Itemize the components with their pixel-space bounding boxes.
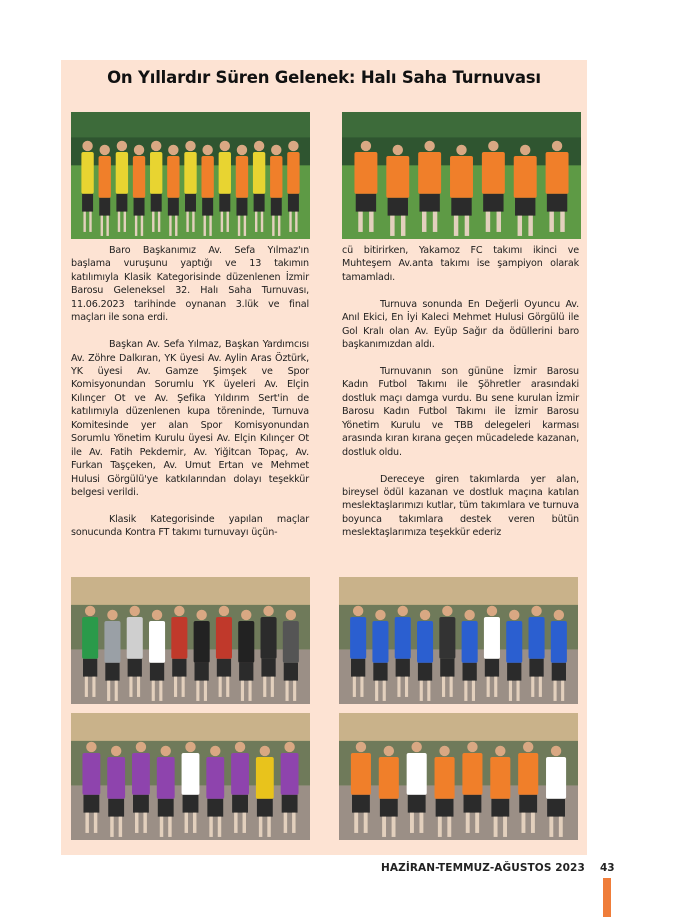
issue-date: HAZİRAN-TEMMUZ-AĞUSTOS 2023 — [381, 862, 585, 874]
page-number: 43 — [600, 862, 615, 874]
photo-women-team-orange-bibs — [342, 112, 581, 239]
photo-team-yellow-orange-bibs — [71, 112, 310, 239]
paragraph: Dereceye giren takımlarda yer alan, bireysel ödül kazanan ve dostluk maçına katılan meslektaşlarımızı kutlar, tüm takımlara ve turnuva boyunca takımlara destek veren bütün meslektaşlarımıza teşekkür ederiz — [342, 473, 579, 539]
paragraph: cü bitirirken, Yakamoz FC takımı ikinci ve Muhteşem Av.anta takımı ise şampiyon olarak tamamladı. — [342, 245, 579, 283]
paragraph: Klasik Kategorisinde yapılan maçlar sonucunda Kontra FT takımı turnuvayı üçün- — [71, 513, 309, 539]
accent-bar — [603, 878, 611, 917]
article-column-left — [71, 244, 309, 553]
photo-team-green-shirts — [71, 577, 310, 704]
article-title: On Yıllardır Süren Gelenek: Halı Saha Turnuvası — [107, 68, 541, 87]
photo-team-blue-shirts — [339, 577, 578, 704]
article-column-right — [342, 244, 579, 553]
photo-team-purple-shirts-trophies — [71, 713, 310, 840]
photo-women-team-medals — [339, 713, 578, 840]
paragraph: Başkan Av. Sefa Yılmaz, Başkan Yardımcısı Av. Zöhre Dalkıran, YK üyesi Av. Aylin Aras Öztürk, YK üyesi Av. Gamze Şimşek ve Spor Komisyonundan Sorumlu YK üyeleri Av. Elçin Kılınçer Ot ve Av. Şefika Yıldırım Sert'in de katılımıyla düzenlenen kupa töreninde, Turnuva Komitesinde yer alan Spor Komisyonundan Sorumlu Yönetim Kurulu üyesi Av. Elçin Kılınçer Ot ile Av. Fatih Pekdemir, Av. Yiğitcan Topaç, Av. Furkan Taşçeken, Av. Umut Ertan ve Mehmet Hulusi Görgülü'ye katkılarından dolayı teşekkür belgesi verildi. — [71, 339, 309, 499]
paragraph: Baro Başkanımız Av. Sefa Yılmaz'ın başlama vuruşunu yaptığı ve 13 takımın katılımıyla Klasik Kategorisinde düzenlenen İzmir Barosu Geleneksel 32. Halı Saha Turnuvası, 11.06.2023 tarihinde oynanan 3.lük ve final maçları ile sona erdi. — [71, 245, 309, 324]
paragraph: Turnuva sonunda En Değerli Oyuncu Av. Anıl Ekici, En İyi Kaleci Mehmet Hulusi Görgülü ile Gol Kralı olan Av. Eyüp Sağır da ödüllerini baro başkanımızdan aldı. — [342, 298, 579, 351]
paragraph: Turnuvanın son gününe İzmir Barosu Kadın Futbol Takımı ile Şöhretler arasındaki dostluk maçı damga vurdu. Bu sene kurulan İzmir Barosu Kadın Futbol Takımı ile İzmir Barosu Yönetim Kurulu ve TBB delegeleri karması arasında kıran kırana geçen mücadelede kazanan, dostluk oldu. — [342, 365, 579, 458]
